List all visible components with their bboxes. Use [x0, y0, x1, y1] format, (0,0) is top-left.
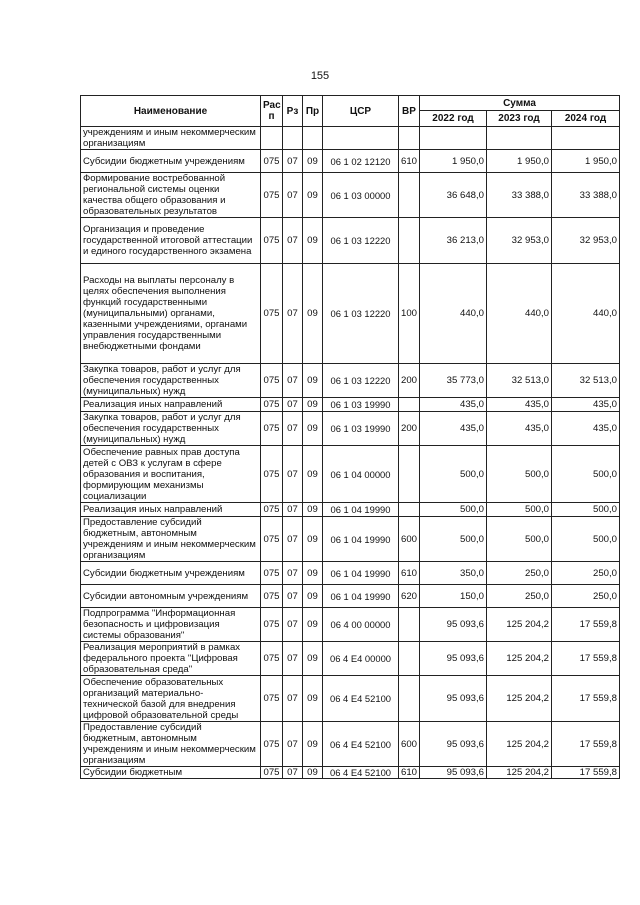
row-rz: 07: [283, 364, 303, 398]
row-name: Закупка товаров, работ и услуг для обеспечения государственных (муниципальных) нужд: [81, 364, 261, 398]
table-row: [81, 127, 620, 150]
row-pr: 09: [303, 562, 323, 585]
row-sum-2024: 33 388,0: [552, 173, 620, 218]
row-pr: 09: [303, 264, 323, 364]
row-sum-2023: 32 513,0: [487, 364, 552, 398]
row-sum-2023: 435,0: [487, 398, 552, 412]
row-sum-2022: 95 093,6: [420, 642, 487, 676]
row-sum-2022: 36 213,0: [420, 218, 487, 264]
row-rz: 07: [283, 767, 303, 779]
row-sum-2022: 435,0: [420, 398, 487, 412]
row-sum-2022: 435,0: [420, 412, 487, 446]
row-rz: 07: [283, 503, 303, 517]
row-csr: 06 1 04 19990: [323, 503, 399, 517]
row-vr: 200: [399, 364, 420, 398]
row-rasp: 075: [261, 364, 283, 398]
row-sum-2024: 17 559,8: [552, 642, 620, 676]
row-name: Субсидии бюджетным учреждениям: [81, 562, 261, 585]
row-rasp: 075: [261, 173, 283, 218]
table-row: [81, 150, 620, 173]
row-csr: 06 1 03 12220: [323, 364, 399, 398]
row-vr: [399, 127, 420, 150]
row-sum-2023: [487, 127, 552, 150]
row-sum-2024: 435,0: [552, 398, 620, 412]
row-sum-2024: 250,0: [552, 562, 620, 585]
row-rasp: 075: [261, 585, 283, 608]
row-name: Закупка товаров, работ и услуг для обеспечения государственных (муниципальных) нужд: [81, 412, 261, 446]
row-vr: 600: [399, 517, 420, 562]
row-pr: 09: [303, 642, 323, 676]
row-sum-2023: 33 388,0: [487, 173, 552, 218]
row-sum-2022: 95 093,6: [420, 722, 487, 767]
row-sum-2022: 440,0: [420, 264, 487, 364]
row-rz: 07: [283, 264, 303, 364]
row-csr: 06 1 04 19990: [323, 585, 399, 608]
row-vr: 610: [399, 150, 420, 173]
row-rz: 07: [283, 562, 303, 585]
row-csr: 06 1 03 00000: [323, 173, 399, 218]
row-vr: [399, 398, 420, 412]
row-rz: 07: [283, 412, 303, 446]
row-sum-2022: 95 093,6: [420, 767, 487, 779]
table-header: [81, 96, 620, 127]
row-rasp: 075: [261, 446, 283, 503]
row-csr: 06 4 E4 00000: [323, 642, 399, 676]
row-name: Организация и проведение государственной итоговой аттестации и единого государственного экзамена: [81, 218, 261, 264]
row-rz: 07: [283, 398, 303, 412]
row-name: Реализация иных направлений: [81, 503, 261, 517]
table-body: [81, 127, 620, 779]
row-csr: 06 1 03 19990: [323, 398, 399, 412]
row-sum-2023: 1 950,0: [487, 150, 552, 173]
row-rasp: 075: [261, 150, 283, 173]
row-rz: 07: [283, 608, 303, 642]
row-pr: 09: [303, 608, 323, 642]
row-csr: 06 1 04 19990: [323, 562, 399, 585]
header-vr: ВР: [399, 96, 420, 127]
row-sum-2022: 36 648,0: [420, 173, 487, 218]
header-pr: Пр: [303, 96, 323, 127]
row-rz: 07: [283, 517, 303, 562]
page-number: 155: [310, 70, 330, 82]
row-rz: 07: [283, 218, 303, 264]
row-sum-2023: 435,0: [487, 412, 552, 446]
row-pr: 09: [303, 173, 323, 218]
row-vr: [399, 608, 420, 642]
row-pr: 09: [303, 364, 323, 398]
row-csr: 06 1 04 00000: [323, 446, 399, 503]
table-row: [81, 503, 620, 517]
table-row: [81, 517, 620, 562]
row-pr: 09: [303, 503, 323, 517]
row-rz: 07: [283, 585, 303, 608]
row-sum-2023: 500,0: [487, 517, 552, 562]
table-row: [81, 562, 620, 585]
row-vr: [399, 218, 420, 264]
row-pr: 09: [303, 446, 323, 503]
row-sum-2022: 500,0: [420, 446, 487, 503]
row-csr: 06 4 E4 52100: [323, 767, 399, 779]
row-sum-2024: 500,0: [552, 503, 620, 517]
table-row: [81, 676, 620, 722]
header-csr: ЦСР: [323, 96, 399, 127]
row-sum-2023: 125 204,2: [487, 767, 552, 779]
row-vr: 100: [399, 264, 420, 364]
row-name: Обеспечение образовательных организаций материально-технической базой для внедрения цифровой образовательной среды: [81, 676, 261, 722]
row-vr: [399, 173, 420, 218]
row-rz: 07: [283, 150, 303, 173]
budget-table: [80, 95, 620, 779]
row-sum-2022: 1 950,0: [420, 150, 487, 173]
row-rz: 07: [283, 722, 303, 767]
row-sum-2024: [552, 127, 620, 150]
row-sum-2024: 500,0: [552, 446, 620, 503]
header-sum: Сумма: [420, 96, 620, 111]
row-csr: 06 1 04 19990: [323, 517, 399, 562]
table-row: [81, 722, 620, 767]
row-rasp: 075: [261, 412, 283, 446]
row-pr: 09: [303, 767, 323, 779]
row-vr: 600: [399, 722, 420, 767]
header-name: Наименование: [81, 96, 261, 127]
row-sum-2022: 35 773,0: [420, 364, 487, 398]
table-row: [81, 446, 620, 503]
row-rz: 07: [283, 642, 303, 676]
row-csr: 06 1 03 12220: [323, 264, 399, 364]
row-sum-2024: 17 559,8: [552, 722, 620, 767]
table-row: [81, 642, 620, 676]
row-name: Реализация мероприятий в рамках федерального проекта "Цифровая образовательная среда": [81, 642, 261, 676]
row-sum-2023: 440,0: [487, 264, 552, 364]
row-sum-2024: 1 950,0: [552, 150, 620, 173]
row-name: Субсидии автономным учреждениям: [81, 585, 261, 608]
row-name: Предоставление субсидий бюджетным, автономным учреждениям и иным некоммерческим организациям: [81, 517, 261, 562]
row-rasp: 075: [261, 562, 283, 585]
table-row: [81, 608, 620, 642]
row-rasp: 075: [261, 218, 283, 264]
row-rz: 07: [283, 676, 303, 722]
row-sum-2022: 500,0: [420, 517, 487, 562]
table-row: [81, 585, 620, 608]
row-sum-2024: 250,0: [552, 585, 620, 608]
row-rz: [283, 127, 303, 150]
row-rasp: 075: [261, 676, 283, 722]
row-sum-2024: 440,0: [552, 264, 620, 364]
row-pr: 09: [303, 517, 323, 562]
row-vr: [399, 642, 420, 676]
row-name: Формирование востребованной региональной системы оценки качества общего образования и образовательных результатов: [81, 173, 261, 218]
row-csr: [323, 127, 399, 150]
row-vr: 610: [399, 767, 420, 779]
header-rz: Рз: [283, 96, 303, 127]
row-name: Обеспечение равных прав доступа детей с ОВЗ к услугам в сфере образования и воспитания, формирующим механизмы социализации: [81, 446, 261, 503]
row-rasp: 075: [261, 642, 283, 676]
row-csr: 06 4 00 00000: [323, 608, 399, 642]
row-rasp: 075: [261, 503, 283, 517]
row-sum-2024: 32 513,0: [552, 364, 620, 398]
row-sum-2024: 500,0: [552, 517, 620, 562]
row-csr: 06 1 03 19990: [323, 412, 399, 446]
row-vr: [399, 676, 420, 722]
table-row: [81, 398, 620, 412]
row-rasp: 075: [261, 517, 283, 562]
row-sum-2023: 250,0: [487, 562, 552, 585]
row-sum-2022: 95 093,6: [420, 608, 487, 642]
table-row: [81, 364, 620, 398]
header-2023: 2023 год: [487, 111, 552, 127]
row-rasp: 075: [261, 767, 283, 779]
row-sum-2022: [420, 127, 487, 150]
row-rasp: [261, 127, 283, 150]
row-sum-2023: 125 204,2: [487, 722, 552, 767]
row-name: Предоставление субсидий бюджетным, автономным учреждениям и иным некоммерческим организациям: [81, 722, 261, 767]
row-pr: 09: [303, 412, 323, 446]
row-sum-2024: 32 953,0: [552, 218, 620, 264]
header-2022: 2022 год: [420, 111, 487, 127]
table-row: [81, 173, 620, 218]
row-rz: 07: [283, 173, 303, 218]
table-row: [81, 412, 620, 446]
row-pr: [303, 127, 323, 150]
row-vr: [399, 503, 420, 517]
row-pr: 09: [303, 150, 323, 173]
row-name: учреждениям и иным некоммерческим организациям: [81, 127, 261, 150]
row-name: Подпрограмма "Информационная безопасность и цифровизация системы образования": [81, 608, 261, 642]
row-csr: 06 1 03 12220: [323, 218, 399, 264]
row-rasp: 075: [261, 608, 283, 642]
row-sum-2023: 32 953,0: [487, 218, 552, 264]
row-sum-2024: 17 559,8: [552, 676, 620, 722]
row-sum-2022: 95 093,6: [420, 676, 487, 722]
row-rasp: 075: [261, 264, 283, 364]
row-sum-2024: 17 559,8: [552, 608, 620, 642]
row-pr: 09: [303, 722, 323, 767]
row-name: Реализация иных направлений: [81, 398, 261, 412]
row-name: Расходы на выплаты персоналу в целях обеспечения выполнения функций государственными (муниципальными) органами, казенными учреждениями, органами управления государственными внебюджетными фондами: [81, 264, 261, 364]
row-pr: 09: [303, 218, 323, 264]
row-sum-2023: 250,0: [487, 585, 552, 608]
row-sum-2023: 125 204,2: [487, 676, 552, 722]
row-sum-2022: 350,0: [420, 562, 487, 585]
header-2024: 2024 год: [552, 111, 620, 127]
row-rasp: 075: [261, 398, 283, 412]
row-pr: 09: [303, 676, 323, 722]
row-rasp: 075: [261, 722, 283, 767]
row-name: Субсидии бюджетным: [81, 767, 261, 779]
row-csr: 06 4 E4 52100: [323, 676, 399, 722]
row-sum-2023: 125 204,2: [487, 642, 552, 676]
table-row: [81, 218, 620, 264]
row-rz: 07: [283, 446, 303, 503]
table-row: [81, 264, 620, 364]
row-sum-2024: 435,0: [552, 412, 620, 446]
row-csr: 06 1 02 12120: [323, 150, 399, 173]
table-row: [81, 767, 620, 779]
row-pr: 09: [303, 585, 323, 608]
row-sum-2023: 500,0: [487, 503, 552, 517]
row-sum-2024: 17 559,8: [552, 767, 620, 779]
row-sum-2023: 125 204,2: [487, 608, 552, 642]
row-name: Субсидии бюджетным учреждениям: [81, 150, 261, 173]
row-vr: 610: [399, 562, 420, 585]
row-sum-2022: 150,0: [420, 585, 487, 608]
row-pr: 09: [303, 398, 323, 412]
row-vr: 200: [399, 412, 420, 446]
row-sum-2022: 500,0: [420, 503, 487, 517]
row-csr: 06 4 E4 52100: [323, 722, 399, 767]
row-vr: [399, 446, 420, 503]
row-sum-2023: 500,0: [487, 446, 552, 503]
row-vr: 620: [399, 585, 420, 608]
header-rasp: Рас п: [261, 96, 283, 127]
